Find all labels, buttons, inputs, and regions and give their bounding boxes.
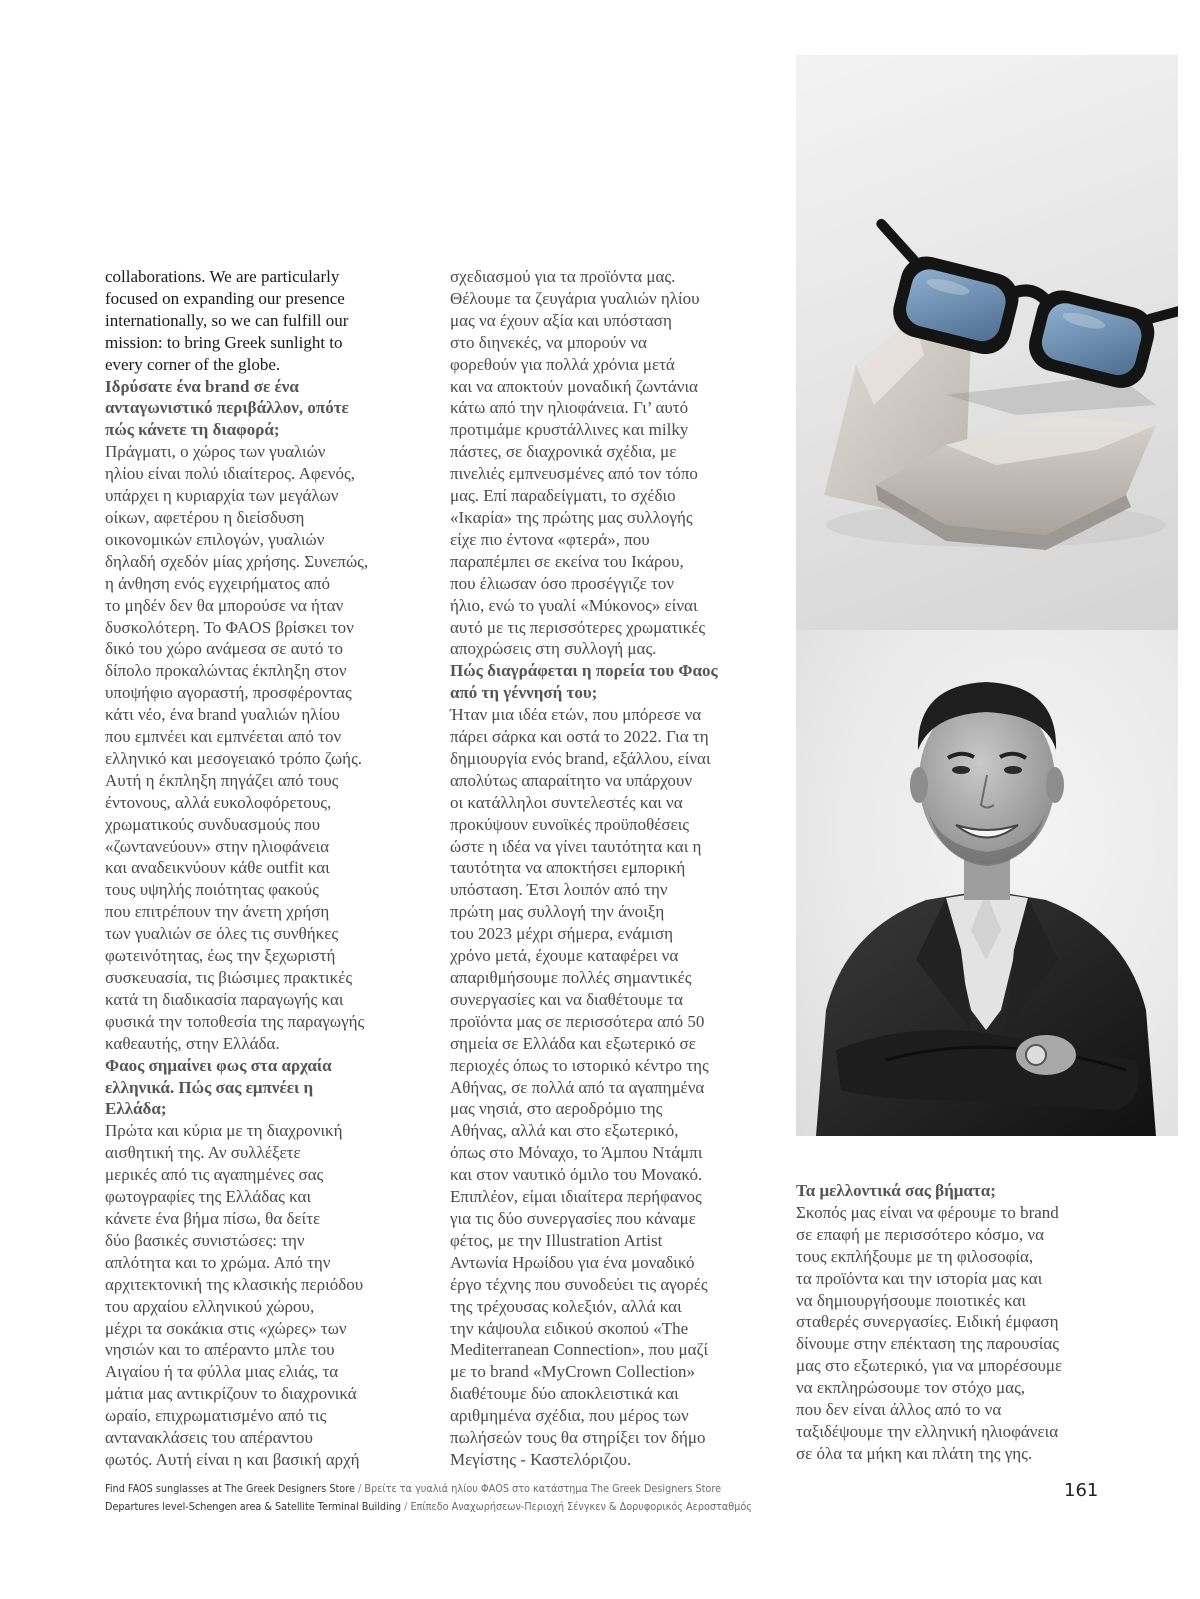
article-text-line: που έλιωσαν όσο προσέγγιζε τον xyxy=(450,573,675,593)
article-text-line: πωλήσεών τους θα στηρίξει τον δήμο xyxy=(450,1428,706,1448)
text-column-3 xyxy=(796,1180,1062,1465)
article-text-line: κάτω από την ηλιοφάνεια. Γι’ αυτό xyxy=(450,398,689,418)
article-text-line: υπόσταση. Έτσι λοιπόν από την xyxy=(450,880,668,900)
question-heading-line: Πώς διαγράφεται η πορεία του Φαος xyxy=(450,661,718,681)
question-heading-line: Ιδρύσατε ένα brand σε ένα xyxy=(105,376,299,396)
article-text-line: να δημιουργήσουμε ποιοτικές και xyxy=(796,1290,1026,1310)
article-text-line: αριθμημένα σχέδια, που μέρος των xyxy=(450,1406,689,1426)
article-text-line: αυτό με τις περισσότερες χρωματικές xyxy=(450,617,706,637)
footer-separator: / xyxy=(401,1500,411,1513)
article-text-line: προτιμάμε κρυστάλλινες και milky xyxy=(450,420,689,440)
question-heading-line: Φαος σημαίνει φως στα αρχαία xyxy=(105,1055,332,1075)
article-text-line: Αντωνία Ηρωίδου για ένα μοναδικό xyxy=(450,1252,695,1272)
article-text-line: μας να έχουν αξία και υπόσταση xyxy=(450,310,672,330)
question-heading-line: ελληνικά. Πώς σας εμπνέει η xyxy=(105,1077,314,1097)
article-text-line: απλότητα και το χρώμα. Από την xyxy=(105,1252,331,1272)
article-text-line: μερικές από τις αγαπημένες σας xyxy=(105,1165,324,1185)
text-column-1 xyxy=(105,266,368,1471)
article-text-line: και αναδεικνύουν κάθε outfit και xyxy=(105,858,330,878)
article-text-line: πρώτη μας συλλογή την άνοιξη xyxy=(450,902,665,922)
article-text-line: φυσικά την τοποθεσία της παραγωγής xyxy=(105,1011,365,1031)
article-text-line: προϊόντα μας σε περισσότερα από 50 xyxy=(450,1011,705,1031)
article-text-line: έντονους, αλλά ευκολοφόρετους, xyxy=(105,792,332,812)
article-text-line: μάτια μας αντικρίζουν το διαχρονικά xyxy=(105,1384,357,1404)
article-text-line: ωραίο, επιχρωματισμένο από τις xyxy=(105,1406,327,1426)
article-text-line: σχεδιασμού για τα προϊόντα μας. xyxy=(450,267,676,286)
article-text-line: Μεγίστης - Καστελόριζου. xyxy=(450,1449,632,1469)
question-heading-line: από τη γέννησή του; xyxy=(450,683,598,703)
article-text-line: τους εκπλήξουμε με τη φιλοσοφία, xyxy=(796,1246,1034,1266)
article-text-line: collaborations. We are particularly xyxy=(105,267,340,286)
article-text-line: ώστε η ιδέα να γίνει ταυτότητα και η xyxy=(450,836,702,856)
article-text-line: Επιπλέον, είμαι ιδιαίτερα περήφανος xyxy=(450,1187,702,1207)
article-text-line: οίκων, αφετέρου η διείσδυση xyxy=(105,507,305,527)
article-text-line: σε επαφή με περισσότερο κόσμο, να xyxy=(796,1224,1045,1244)
article-text-line: προκύψουν ευνοϊκές προϋποθέσεις xyxy=(450,814,690,834)
article-text-line: κατά τη διαδικασία παραγωγής και xyxy=(105,989,344,1009)
article-text-line: δίπολο προκαλώντας έκπληξη στον xyxy=(105,661,347,681)
article-text-line: την κάψουλα ειδικού σκοπού «The xyxy=(450,1318,689,1338)
article-text-line: που επιτρέπουν την άνετη χρήση xyxy=(105,902,330,922)
article-text-line: είχε πιο έντονα «φτερά», που xyxy=(450,529,650,549)
footer-location-english: Departures level-Schengen area & Satellite Terminal Building xyxy=(105,1500,402,1513)
footer-line-2 xyxy=(105,1498,752,1516)
article-text-line: και να αποκτούν μοναδική ζωντάνια xyxy=(450,376,698,396)
article-text-line: Σκοπός μας είναι να φέρουμε το brand xyxy=(796,1202,1059,1222)
article-text-line: όπως στο Μόναχο, το Άμπου Ντάμπι xyxy=(450,1143,703,1163)
footer-separator: / xyxy=(354,1482,365,1495)
article-text-line: φέτος, με την Illustration Artist xyxy=(450,1230,663,1250)
article-text-line: μας. Επί παραδείγματι, το σχέδιο xyxy=(450,486,676,506)
article-text-line: «Ικαρία» της πρώτης μας συλλογής xyxy=(450,507,693,527)
article-text-line: Mediterranean Connection», που μαζί xyxy=(450,1340,709,1360)
portrait-photo xyxy=(796,630,1178,1136)
article-text-line: δηλαδή σχεδόν μίας χρήσης. Συνεπώς, xyxy=(105,551,369,571)
article-text-line: αρχιτεκτονική της κλασικής περιόδου xyxy=(105,1274,364,1294)
question-heading-line: Τα μελλοντικά σας βήματα; xyxy=(796,1181,996,1200)
article-text-line: καθεαυτής, στην Ελλάδα. xyxy=(105,1033,280,1053)
sunglasses-photo xyxy=(796,55,1178,630)
article-text-line: ελληνικό και μεσογειακό τρόπο ζωής. xyxy=(105,748,363,768)
article-text-line: Αθήνας, σε πολλά από τα αγαπημένα xyxy=(450,1077,705,1097)
article-text-line: που δεν είναι άλλος από το να xyxy=(796,1400,1002,1420)
article-text-line: φωτεινότητας, έως την ξεχωριστή xyxy=(105,946,336,966)
article-text-line: σταθερές συνεργασίες. Ειδική έμφαση xyxy=(796,1312,1059,1332)
question-heading-line: ανταγωνιστικό περιβάλλον, οπότε xyxy=(105,398,349,418)
article-text-line: focused on expanding our presence xyxy=(105,288,345,308)
article-text-line: χρωματικούς συνδυασμούς που xyxy=(105,814,321,834)
article-text-line: αντανακλάσεις του απέραντου xyxy=(105,1428,313,1448)
footer-store-greek: Βρείτε τα γυαλιά ηλίου ΦΑOS στο κατάστημα The Greek Designers Store xyxy=(364,1482,722,1495)
sunglasses-on-stones-illustration xyxy=(796,55,1178,630)
article-text-line: μας στο εξωτερικό, για να μπορέσουμε xyxy=(796,1356,1063,1376)
article-text-line: internationally, so we can fulfill our xyxy=(105,310,349,330)
article-text-line: οι κατάλληλοι συντελεστές και να xyxy=(450,792,683,812)
article-text-line: υπάρχει η κυριαρχία των μεγάλων xyxy=(105,486,339,506)
article-text-line: τους υψηλής ποιότητας φακούς xyxy=(105,880,319,900)
article-text-line: απαριθμήσουμε πολλές σημαντικές xyxy=(450,968,692,987)
article-text-line: Αθήνας, αλλά και στο εξωτερικό, xyxy=(450,1121,679,1141)
article-text-line: Αυτή η έκπληξη πηγάζει από τους xyxy=(105,770,339,790)
article-text-line: δίνουμε στην επέκταση της παρουσίας xyxy=(796,1334,1059,1354)
article-text-line: σε όλα τα μήκη και πλάτη της γης. xyxy=(796,1443,1033,1463)
article-text-line: απολύτως απαραίτητο να υπάρχουν xyxy=(450,770,693,790)
article-text-line: mission: to bring Greek sunlight to xyxy=(105,332,343,352)
article-text-line: πάστες, σε διαχρονικά σχέδια, με xyxy=(450,442,677,462)
article-text-line: της τρέχουσας κολεξιόν, αλλά και xyxy=(450,1296,682,1316)
article-text-line: δικό του χώρο ανάμεσα σε αυτό το xyxy=(105,639,343,659)
article-text-line: που εμπνέει και εμπνέεται από τον xyxy=(105,727,342,747)
article-text-line: δημιουργία ενός brand, εξάλλου, είναι xyxy=(450,748,711,768)
article-text-line: η άνθηση ενός εγχειρήματος από xyxy=(105,573,330,593)
article-text-line: αισθητική της. Αν συλλέξετε xyxy=(105,1143,301,1163)
article-text-line: συνεργασίες και να διαθέτουμε τα xyxy=(450,989,683,1009)
article-text-line: μας νησιά, στο αεροδρόμιο της xyxy=(450,1099,663,1119)
article-text-line: για τις δύο συνεργασίες που κάναμε xyxy=(450,1208,696,1228)
article-text-line: αποχρώσεις στη συλλογή μας. xyxy=(450,639,657,659)
article-text-line: με το brand «MyCrown Collection» xyxy=(450,1362,696,1382)
article-text-line: του 2023 μέχρι σήμερα, ενάμιση xyxy=(450,924,674,944)
article-text-line: σημεία σε Ελλάδα και εξωτερικό σε xyxy=(450,1033,696,1053)
article-text-line: Θέλουμε τα ζευγάρια γυαλιών ηλίου xyxy=(450,288,700,308)
article-text-line: Ήταν μια ιδέα ετών, που μπόρεσε να xyxy=(450,705,702,725)
page-number: 161 xyxy=(1064,1480,1099,1501)
footer xyxy=(105,1480,752,1516)
footer-location-greek: Επίπεδο Αναχωρήσεων-Περιοχή Σένγκεν & Δορυφορικός Αεροσταθμός xyxy=(410,1500,752,1513)
article-text-line: φωτογραφίες της Ελλάδας και xyxy=(105,1187,312,1207)
article-text-line: ηλίου είναι πολύ ιδιαίτερος. Αφενός, xyxy=(105,464,355,484)
article-text-line: υποψήφιο αγοραστή, προσφέροντας xyxy=(105,683,352,703)
article-text-line: συσκευασία, τις βιώσιμες πρακτικές xyxy=(105,968,353,987)
footer-line-1 xyxy=(105,1480,752,1498)
article-text-line: και στον ναυτικό όμιλο του Μονακό. xyxy=(450,1165,703,1185)
article-text-line: διαθέτουμε δύο αποκλειστικά και xyxy=(450,1384,679,1404)
article-text-line: every corner of the globe. xyxy=(105,354,281,374)
article-text-line: κάτι νέο, ένα brand γυαλιών ηλίου xyxy=(105,705,340,725)
article-text-line: στο διηνεκές, να μπορούν να xyxy=(450,332,647,352)
article-text-line: το μηδέν δεν θα μπορούσε να ήταν xyxy=(105,595,344,615)
article-text-line: του αρχαίου ελληνικού χώρου, xyxy=(105,1296,315,1316)
article-text-line: να εκπληρώσουμε τον στόχο μας, xyxy=(796,1378,1026,1398)
article-text-line: οικονομικών επιλογών, γυαλιών xyxy=(105,529,325,549)
article-text-line: κάνετε ένα βήμα πίσω, θα δείτε xyxy=(105,1208,321,1228)
portrait-man-illustration xyxy=(796,630,1178,1136)
article-text-line: ταξιδέψουμε την ελληνική ηλιοφάνεια xyxy=(796,1421,1059,1441)
question-heading-line: πώς κάνετε τη διαφορά; xyxy=(105,420,280,440)
article-text-line: περιοχές όπως το ιστορικό κέντρο της xyxy=(450,1055,709,1075)
article-text-line: Πράγματι, ο χώρος των γυαλιών xyxy=(105,442,326,462)
article-text-line: πινελιές εμπνευσμένες από τον τόπο xyxy=(450,464,698,484)
article-text-line: Αιγαίου ή τα φύλλα μιας ελιάς, τα xyxy=(105,1362,339,1382)
article-text-line: πάρει σάρκα και οστά το 2022. Για τη xyxy=(450,727,709,747)
article-text-line: δύο βασικές συνιστώσες: την xyxy=(105,1230,305,1250)
article-text-line: φωτός. Αυτή είναι η και βασική αρχή xyxy=(105,1449,360,1469)
article-text-line: των γυαλιών σε όλες τις συνθήκες xyxy=(105,924,339,944)
article-text-line: φορεθούν για πολλά χρόνια μετά xyxy=(450,354,675,374)
article-text-line: μέχρι τα σοκάκια στις «χώρες» των xyxy=(105,1318,347,1338)
article-text-line: παραπέμπει σε εκείνα του Ικάρου, xyxy=(450,551,684,571)
article-text-line: νησιών και το απέραντο μπλε του xyxy=(105,1340,335,1360)
article-text-line: έργο τέχνης που συνοδεύει τις αγορές xyxy=(450,1274,708,1294)
article-text-line: ταυτότητα να αποκτήσει εμπορική xyxy=(450,858,686,878)
footer-store-english: Find FAOS sunglasses at The Greek Designers Store xyxy=(105,1482,355,1495)
article-text-line: «ζωντανεύουν» στην ηλιοφάνεια xyxy=(105,836,329,856)
article-text-line: χρόνο μετά, έχουμε καταφέρει να xyxy=(450,946,679,966)
text-column-2 xyxy=(450,266,718,1471)
article-text-line: τα προϊόντα και την ιστορία μας και xyxy=(796,1268,1043,1288)
article-text-line: δυσκολότερη. Το ΦΑOS βρίσκει τον xyxy=(105,617,354,637)
article-text-line: Πρώτα και κύρια με τη διαχρονική xyxy=(105,1121,343,1141)
question-heading-line: Ελλάδα; xyxy=(105,1099,167,1119)
article-text-line: ήλιο, ενώ το γυαλί «Μύκονος» είναι xyxy=(450,595,698,615)
